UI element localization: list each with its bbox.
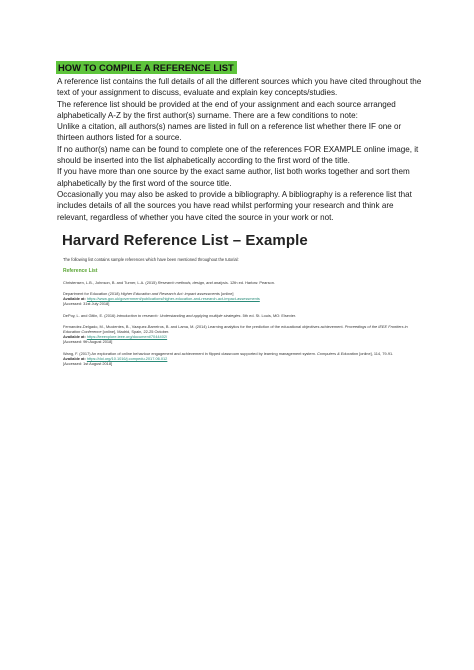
page-heading: HOW TO COMPILE A REFERENCE LIST: [56, 61, 237, 74]
available-label: Available at:: [63, 334, 86, 340]
paragraph: Occasionally you may also be asked to provide a bibliography. A bibliography is a reference list that includes details of all the sources you have read whilst performing your research and think are relevant, regardless of whether you have cited the source in your work or not.: [57, 189, 412, 222]
reference-link[interactable]: https://www.gov.uk/government/publications/higher-education-and-research-act-impact-assessments: [86, 296, 260, 302]
reference-entry: Department for Education (2018) Higher Education and Research Act: impact assessments [online] Available at: https://www.gov.uk/government/publications/higher-education-and-research-act-impact-assessments [Accessed: 31st July 2018]: [63, 291, 260, 307]
paragraph: If you have more than one source by the exact same author, list both works together and sort them alphabetically by the first word of the source title.: [57, 167, 410, 188]
reference-entry: Fernandez-Delgado, M., Mucientes, B., Vazquez-Barreiros, B. and Lama, M. (2014) Learning analytics for the prediction of the educational objectives achievement. Proceedings of the IEEE Frontiers in Education Conference [online], Madrid, Spain, 22-25 October. Available at: https://ieeexplore.ieee.org/document/7044402/ [Accessed: 9th August 2018]: [63, 323, 408, 345]
example-title: Harvard Reference List – Example: [62, 231, 308, 249]
reference-list-title: Reference List: [63, 267, 98, 274]
paragraph: A reference list contains the full details of all the different sources which you have cited throughout the text of your assignment to discuss, evaluate and explain key concepts/studies.: [57, 77, 422, 98]
example-image: [57, 232, 422, 366]
reference-link[interactable]: https://doi.org/10.1016/j.compedu.2017.06.012: [86, 355, 168, 361]
document-content: [57, 58, 422, 366]
reference-entry: Christensen, L.B., Johnson, B. and Turner, L.A. (2015) Research methods, design, and analysis. 12th ed. Harlow: Pearson.: [63, 279, 275, 285]
accessed-date: [Accessed: 1st August 2018]: [63, 361, 113, 367]
example-intro: The following list contains sample references which have been mentioned throughout the tutorial:: [63, 256, 239, 262]
paragraph: If no author(s) name can be found to complete one of the references FOR EXAMPLE online image, it should be inserted into the list alphabetically according to the first word of the title.: [57, 144, 419, 166]
reference-entry: DePoy, L. and Gitlin, E. (2016) Introduction to research: Understanding and applying multiple strategies. 5th ed. St. Louis, MO: Elsevier.: [63, 312, 297, 318]
available-label: Available at:: [63, 355, 86, 361]
accessed-date: [Accessed: 9th August 2018]: [63, 339, 113, 345]
example-body: [63, 257, 422, 366]
reference-entry: Wang, F. (2017) An exploration of online behaviour engagement and achievement in flipped classroom supported by learning management system. Computers & Education [online], 114, 79-91. Available at: https://doi.org/10.1016/j.compedu.2017.06.012 [Accessed: 1st August 2018]: [63, 350, 394, 367]
reference-link[interactable]: https://ieeexplore.ieee.org/document/7044402/: [86, 334, 168, 340]
paragraph: Unlike a citation, all authors(s) names are listed in full on a reference list whether there IF one or thirteen authors listed for a source.: [57, 122, 402, 143]
available-label: Available at:: [63, 296, 86, 302]
paragraph: The reference list should be provided at the end of your assignment and each source arranged alphabetically A-Z by the first author(s) surname. There are a few conditions to note:: [57, 99, 396, 120]
accessed-date: [Accessed: 31st July 2018]: [63, 301, 110, 307]
